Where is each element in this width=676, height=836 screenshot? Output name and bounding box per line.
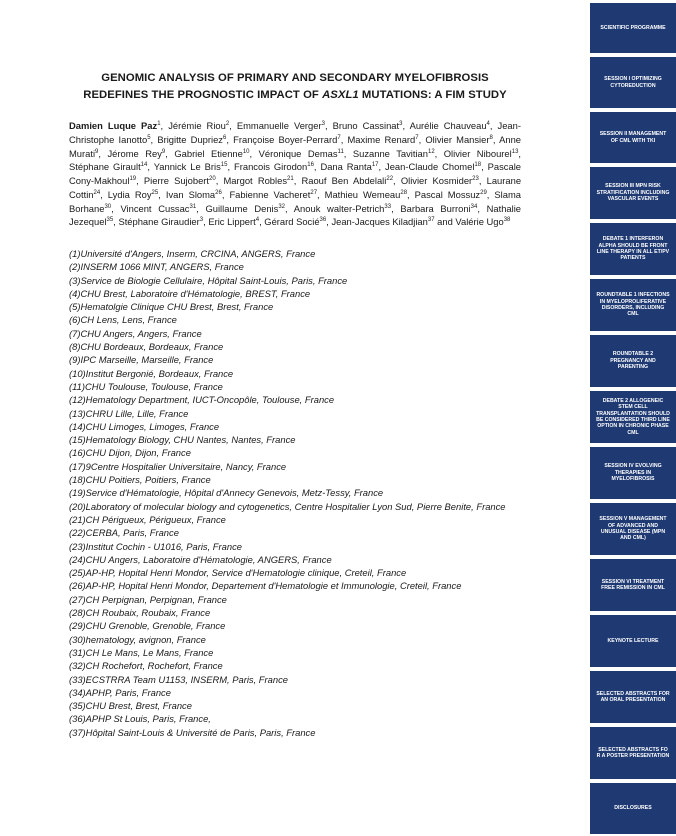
author-affiliation-number: 1 [157, 120, 161, 127]
author [353, 148, 435, 159]
affiliation-item: (37)Hôpital Saint-Louis & Université de Paris, Paris, France [69, 726, 316, 738]
sidebar-nav-button[interactable] [590, 3, 676, 53]
author-list: Damien Luque Paz$^1$, Jérémie Riou$^2$, Emmanuelle Verger$^3$, Bruno Cassinat$^3$, Aurélie Chauveau$^4$, Jean-Christophe Ianotto$^5$, Brigitte Dupriez$^6$, Françoise Boyer-Perrard$^7$, Maxime Renard$^7$, Olivier Mansier$^8$, Anne Murati$^9$, Jérome Rey$^9$, Gabriel Etienne$^{10}$, Véronique Demas$^{11}$, Suzanne Tavitian$^{12}$, Olivier Nibourel$^{13}$, Stéphane Girault$^{14}$, Yannick Le Bris$^{15}$, Francois Girodon$^{16}$, Dana Ranta$^{17}$, Jean-Claude Chomel$^{18}$, Pascale Cony-Makhoul$^{19}$, Pierre Sujobert$^{20}$, Margot Robles$^{21}$, Raouf Ben Abdelali$^{22}$, Olivier Kosmider$^{23}$, Laurane Cottin$^{24}$, Lydia Roy$^{25}$, Ivan Sloma$^{26}$, Fabienne Vacheret$^{27}$, Mathieu Wemeau$^{28}$, Pascal Mossuz$^{29}$, Slama Borhane$^{30}$, Vincent Cussac$^{31}$, Guillaume Denis$^{32}$, Anouk walter-Petrich$^{33}$, Barbara Burroni$^{34}$, Nathalie Jezequel$^{35}$, Stéphane Giraudier$^3$, Eric Lippert$^4$, Gérard Socié$^{36}$, Jean-Jacques Kiladjian$^{37}$ and Valérie Ugo$^{38}$ [69, 120, 522, 228]
author-name: Francois Girodon [234, 161, 308, 173]
affiliation-item: (33)ECSTRRA Team U1153, INSERM, Paris, France [69, 673, 288, 685]
author-name: Damien Luque Paz [69, 120, 158, 131]
author-name: Margot Robles [223, 175, 288, 186]
author-affiliation-number: 24 [93, 189, 101, 196]
sidebar-nav-label: SELECTED ABSTRACTS FOR AN ORAL PRESENTATION [596, 690, 670, 703]
title-gene-name: ASXL1 [322, 89, 359, 101]
author [400, 203, 477, 214]
author [120, 203, 196, 214]
author-name: Olivier Mansier [425, 133, 490, 145]
sidebar-nav-button[interactable] [590, 167, 676, 219]
title-line-2 [59, 87, 531, 104]
affiliation-item: (18)CHU Poitiers, Poitiers, France [69, 474, 211, 486]
affiliation-item: (10)Institut Bergonié, Bordeaux, France [69, 367, 234, 379]
affiliation-item: (36)APHP St Louis, Paris, France, [69, 713, 211, 725]
author-affiliation-number: 13 [511, 148, 519, 155]
affiliation-item: (12)Hematology Department, IUCT-Oncopôle, Toulouse, France [69, 394, 335, 406]
author-affiliation-number: 9 [95, 148, 99, 155]
sidebar-nav-label: SCIENTIFIC PROGRAMME [600, 24, 666, 31]
title-line-2-pre: REDEFINES THE PROGNOSTIC IMPACT OF [83, 89, 323, 101]
author-affiliation-number: 8 [489, 134, 493, 141]
affiliation-item: (35)CHU Brest, Brest, France [69, 700, 192, 712]
author-name: Laurane Cottin [69, 175, 522, 200]
author-affiliation-number: 38 [503, 217, 511, 224]
author-affiliation-number: 14 [140, 162, 148, 169]
sidebar-nav-label: DEBATE 2 ALLOGENEIC STEM CELL TRANSPLANTATION SHOULD BE CONSIDERED THIRD LINE OPTION IN CHRONIC PHASE CML [596, 397, 670, 436]
author-name: Stéphane Giraudier [118, 216, 200, 228]
affiliation-item: (22)CERBA, Paris, France [69, 527, 179, 539]
sidebar-nav-button[interactable] [590, 503, 676, 555]
author-affiliation-number: 6 [223, 134, 227, 141]
affiliation-item: (21)CH Périgueux, Périgueux, France [69, 513, 226, 525]
author-affiliation-number: 31 [189, 203, 197, 210]
author-name: Jean-Christophe Ianotto [69, 120, 521, 145]
author-name: Eric Lippert [208, 216, 256, 228]
author-name: Fabienne Vacheret [229, 188, 311, 200]
author-name: Brigitte Dupriez [157, 133, 223, 145]
author-affiliation-number: 25 [151, 189, 159, 196]
author [301, 175, 393, 186]
author-affiliation-number: 22 [386, 175, 394, 182]
author-name: Jérome Rey [107, 147, 162, 159]
author [144, 175, 216, 186]
author-affiliation-number: 36 [319, 217, 327, 224]
affiliation-item: (16)CHU Dijon, Dijon, France [69, 447, 191, 459]
sidebar-nav-button[interactable] [590, 559, 676, 611]
author [264, 216, 326, 227]
author [415, 189, 487, 200]
author-name: Olivier Nibourel [443, 147, 512, 159]
author-affiliation-number: 33 [384, 203, 392, 210]
author [444, 148, 519, 159]
author [69, 161, 147, 172]
author-affiliation-number: 5 [147, 134, 151, 141]
author-affiliation-number: 4 [255, 217, 260, 224]
affiliation-list [69, 247, 521, 739]
author-affiliation-number: 9 [161, 148, 166, 155]
author-name: Yannick Le Bris [153, 161, 221, 173]
affiliation-item: (3)Service de Biologie Cellulaire, Hôpital Saint-Louis, Paris, France [69, 274, 348, 286]
affiliation-item: (5)Hematolgie Clinique CHU Brest, Brest, France [69, 301, 274, 313]
author-affiliation-number: 34 [470, 203, 478, 210]
affiliation-item: (6)CH Lens, Lens, France [69, 314, 177, 326]
author-affiliation-number: 17 [371, 162, 379, 169]
author-name: Guillaume Denis [205, 202, 279, 214]
affiliation-item: (4)CHU Brest, Laboratoire d'Hématologie, BREST, France [69, 287, 311, 299]
sidebar-nav-label: ROUNDTABLE 1 INFECTIONS IN MYELOPROLIFERATIVE DISORDERS, INCLUDING CML [596, 292, 670, 318]
author [118, 216, 203, 227]
author [294, 203, 391, 214]
sidebar-nav-button[interactable] [590, 671, 676, 723]
author-affiliation-number: 32 [278, 203, 286, 210]
sidebar-nav-label: SELECTED ABSTRACTS FO R A POSTER PRESENTATION [596, 746, 670, 759]
author-name: Slama Borhane [69, 188, 521, 214]
affiliation-item: (34)APHP, Paris, France [69, 686, 171, 698]
author-name: Pierre Sujobert [143, 175, 210, 186]
author [259, 148, 344, 159]
author-name: Jean-Jacques Kiladjian [331, 216, 428, 228]
author [325, 189, 407, 200]
author-affiliation-number: 26 [215, 189, 222, 196]
affiliation-item: (1)Université d'Angers, Inserm, CRCINA, ANGERS, France [69, 248, 316, 259]
author [331, 216, 434, 227]
sidebar-nav-button[interactable] [590, 615, 676, 667]
author [107, 148, 165, 159]
author-name: Suzanne Tavitian [352, 147, 428, 159]
sidebar-nav-label: SESSION III MPN RISK STRATIFICATION INCLUDING VASCULAR EVENTS [596, 183, 670, 203]
author-name: Emmanuelle Verger [236, 120, 322, 131]
sidebar-nav-button[interactable] [590, 223, 676, 275]
sidebar-nav-label: SESSION I OPTIMIZING CYTOREDUCTION [604, 76, 662, 89]
affiliation-item: (11)CHU Toulouse, Toulouse, France [69, 380, 223, 392]
author-affiliation-number: 4 [486, 120, 490, 127]
author [174, 148, 249, 159]
sidebar-nav-label: SESSION IV EVOLVING THERAPIES IN MYELOFIBROSIS [604, 463, 662, 483]
author-name: Gérard Socié [264, 216, 320, 228]
affiliation-item: (27)CH Perpignan, Perpignan, France [69, 593, 227, 605]
first-author [69, 120, 161, 131]
author [333, 120, 403, 131]
affiliation-item: (8)CHU Bordeaux, Bordeaux, France [69, 341, 224, 353]
affiliation-item: (13)CHRU Lille, Lille, France [69, 407, 189, 419]
author-name: Maxime Renard [347, 133, 416, 145]
author-name: Nathalie Jezequel [69, 202, 522, 228]
author [237, 120, 325, 131]
affiliation-item: (20)Laboratory of molecular biology and cytogenetics, Centre Hospitalier Lyon Sud, Pierre Benite, France [69, 500, 506, 512]
affiliation-item: (25)AP-HP, Hopital Henri Mondor, Service d'Hematologie clinique, Creteil, France [69, 567, 407, 579]
author-affiliation-number: 7 [415, 134, 419, 141]
sidebar-nav-button[interactable] [590, 112, 676, 163]
author-affiliation-number: 30 [104, 203, 112, 210]
sidebar-nav-button[interactable] [590, 783, 676, 834]
affiliation-item: (29)CHU Grenoble, Grenoble, France [69, 620, 226, 632]
author [205, 203, 285, 214]
author-name: Barbara Burroni [400, 202, 471, 214]
author [385, 161, 481, 172]
author-affiliation-number: 11 [337, 148, 344, 155]
author [348, 134, 419, 145]
author-name: Ivan Sloma [165, 188, 216, 200]
author-name: Vincent Cussac [120, 202, 190, 214]
author-name: Olivier Kosmider [400, 175, 473, 186]
author-affiliation-number: 3 [399, 120, 403, 127]
author [233, 134, 341, 145]
author-affiliation-number: 7 [337, 134, 341, 141]
author-affiliation-number: 3 [321, 120, 325, 127]
author-name: Lydia Roy [107, 188, 152, 200]
author-name: Dana Ranta [320, 161, 372, 173]
author-affiliation-number: 20 [209, 175, 216, 182]
affiliation-item: (9)IPC Marseille, Marseille, France [69, 354, 214, 366]
author-name: Valérie Ugo [455, 216, 504, 228]
author-name: Bruno Cassinat [332, 120, 400, 131]
sidebar-nav-label: SESSION VI TREATMENT FREE REMISSION IN CML [601, 578, 665, 591]
author-affiliation-number: 37 [427, 217, 435, 224]
sidebar-nav-label: DISCLOSURES [614, 805, 652, 812]
author-name: Véronique Demas [258, 147, 338, 159]
author-affiliation-number: 15 [220, 162, 228, 169]
author-name: Raouf Ben Abdelali [301, 175, 387, 186]
author [166, 189, 222, 200]
author-affiliation-number: 35 [106, 217, 114, 224]
sidebar-nav-button[interactable] [590, 447, 676, 499]
affiliation-item: (24)CHU Angers, Laboratoire d'Hématologie, ANGERS, France [69, 553, 332, 565]
sidebar-nav-button[interactable] [590, 391, 676, 443]
title-line-2-post: MUTATIONS: A FIM STUDY [358, 89, 507, 101]
sidebar-nav-label: ROUNDTABLE 2 PREGNANCY AND PARENTING [610, 351, 656, 371]
affiliation-item: (26)AP-HP, Hopital Henri Mondor, Departement d'Hematologie et Immunologie, Creteil, France [69, 580, 462, 592]
title-line-1: GENOMIC ANALYSIS OF PRIMARY AND SECONDARY MYELOFIBROSIS [101, 72, 489, 84]
author-name: Anouk walter-Petrich [293, 202, 385, 214]
author-name: Jérémie Riou [168, 120, 226, 131]
author-affiliation-number: 29 [480, 189, 487, 196]
author-affiliation-number: 27 [310, 189, 318, 196]
author-affiliation-number: 12 [427, 148, 435, 155]
author [168, 120, 229, 131]
author-affiliation-number: 16 [307, 162, 314, 169]
author-name: Pascal Mossuz [414, 188, 481, 200]
author-name: Françoise Boyer-Perrard [233, 133, 338, 145]
affiliation-item: (32)CH Rochefort, Rochefort, France [69, 660, 223, 672]
author-affiliation-number: 3 [199, 217, 204, 224]
affiliation-item: (2)INSERM 1066 MINT, ANGERS, France [69, 261, 244, 273]
author-affiliation-number: 18 [474, 162, 482, 169]
author-name: Gabriel Etienne [174, 147, 243, 159]
sidebar-nav-button[interactable] [590, 279, 676, 331]
sidebar-nav-label: SESSION II MANAGEMENT OF CML WITH TKI [599, 131, 667, 144]
sidebar-nav-label: DEBATE 1 INTERFERON ALPHA SHOULD BE FRONT LINE THERAPY IN ALL ET/PV PATIENTS [596, 236, 670, 262]
author-name: Jean-Claude Chomel [385, 161, 475, 173]
author [223, 175, 293, 186]
sidebar-nav [590, 0, 676, 836]
author [320, 161, 378, 172]
affiliation-item: (23)Institut Cochin - U1016, Paris, France [69, 540, 242, 552]
author-affiliation-number: 28 [400, 189, 408, 196]
affiliation-item: (28)CH Roubaix, Roubaix, France [69, 607, 211, 619]
sidebar-nav-button[interactable] [590, 727, 676, 779]
author-name: Stéphane Girault [69, 161, 141, 173]
sidebar-nav-label: SESSION V MANAGEMENT OF ADVANCED AND UNUSUAL DISEASE (MPN AND CML) [599, 516, 667, 542]
author-affiliation-number: 2 [225, 120, 230, 127]
author [108, 189, 158, 200]
author [425, 134, 492, 145]
affiliation-item: (7)CHU Angers, Angers, France [69, 327, 202, 339]
affiliation-item: (31)CH Le Mans, Le Mans, France [69, 646, 214, 658]
author-affiliation-number: 21 [287, 175, 294, 182]
affiliation-item: (30)hematology, avignon, France [69, 633, 206, 645]
sidebar-nav-label: KEYNOTE LECTURE [607, 637, 659, 644]
author-name: Pascale Cony-Makhoul [69, 161, 521, 186]
abstract-title [59, 70, 531, 104]
author-name: Mathieu Wemeau [324, 188, 401, 200]
sidebar-nav-button[interactable] [590, 57, 676, 108]
author [229, 189, 317, 200]
affiliation-item: (15)Hematology Biology, CHU Nantes, Nantes, France [69, 434, 296, 446]
author [410, 120, 490, 131]
affiliation-item: (14)CHU Limoges, Limoges, France [69, 420, 220, 432]
affiliation-item: (17)9Centre Hospitalier Universitaire, Nancy, France [69, 460, 287, 472]
author [455, 216, 510, 227]
author-affiliation-number: 23 [472, 175, 479, 182]
author [154, 161, 228, 172]
author-affiliation-number: 10 [242, 148, 250, 155]
author [234, 161, 314, 172]
author-join-word: and [437, 216, 453, 228]
author [208, 216, 259, 227]
affiliation-item: (19)Service d'Hématologie, Hôpital d'Annecy Genevois, Metz-Tessy, France [69, 487, 384, 499]
author [157, 134, 226, 145]
sidebar-nav-button[interactable] [590, 335, 676, 387]
author-affiliation-number: 19 [129, 175, 137, 182]
author-name: Aurélie Chauveau [409, 120, 487, 131]
abstract-content [69, 70, 521, 739]
author-name: Anne Murati [69, 133, 522, 159]
author [401, 175, 479, 186]
